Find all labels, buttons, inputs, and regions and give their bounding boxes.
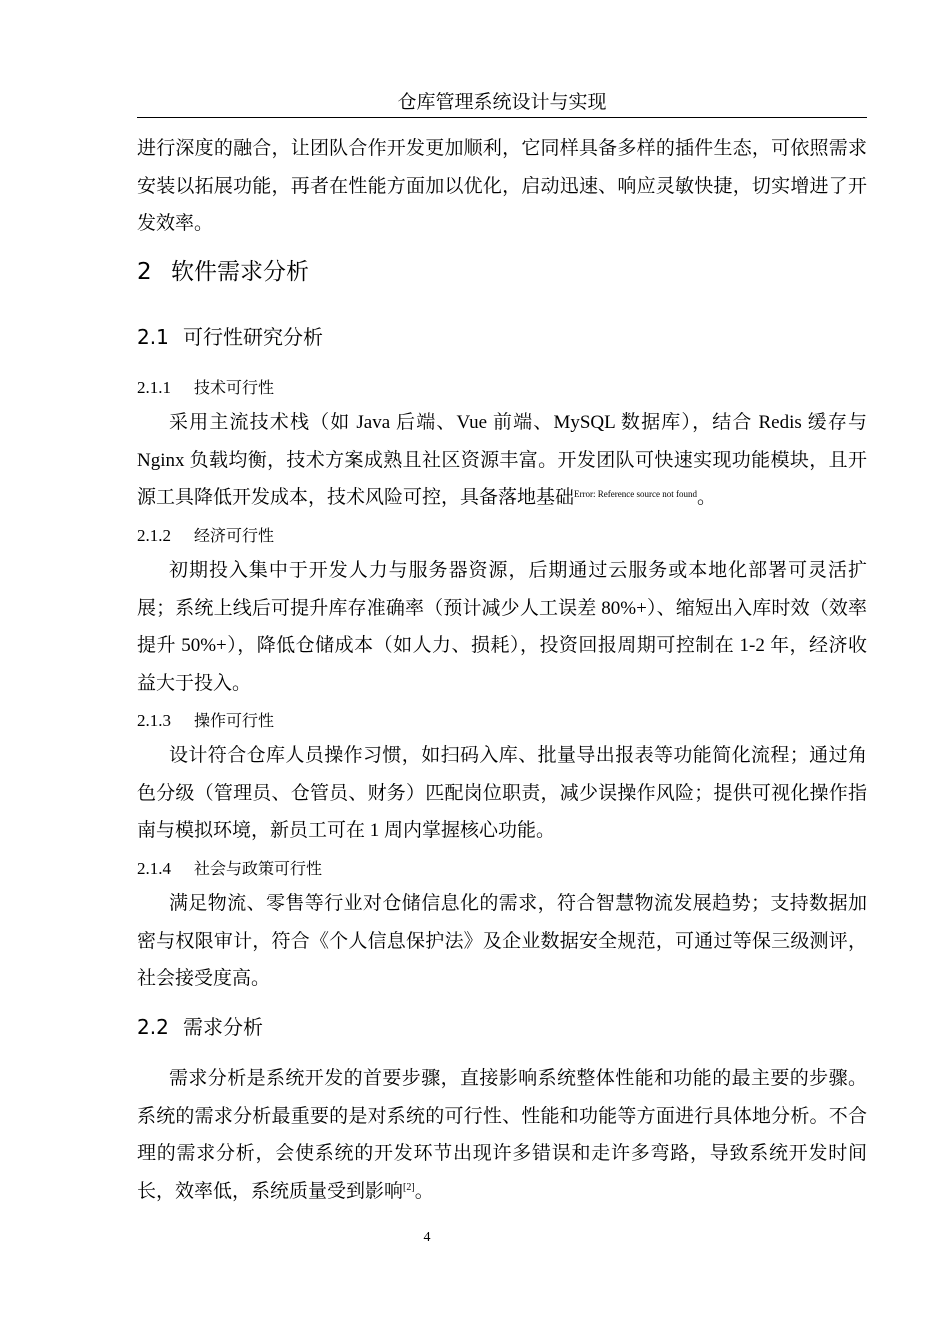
paragraph-social-feasibility: 满足物流、零售等行业对仓储信息化的需求，符合智慧物流发展趋势；支持数据加密与权限审计，符合《个人信息保护法》及企业数据安全规范，可通过等保三级测评，社会接受度高。: [137, 893, 867, 989]
citation: [2]: [403, 1181, 415, 1193]
paragraph-text: 需求分析是系统开发的首要步骤，直接影响系统整体性能和功能的最主要的步骤。系统的需求分析最重要的是对系统的可行性、性能和功能等方面进行具体地分析。不合理的需求分析，会使系统的开发环节出现许多错误和走许多弯路，导致系统开发时间长，效率低，系统质量受到影响: [137, 1068, 867, 1202]
section-number: 2.1.2: [137, 526, 171, 545]
paragraph-end: 。: [696, 487, 716, 508]
paragraph-text: 采用主流技术栈（如 Java 后端、Vue 前端、MySQL 数据库），结合 Redis 缓存与 Nginx 负载均衡，技术方案成熟且社区资源丰富。开发团队可快速实现功能模块，且开源工具降低开发成本，技术风险可控，具备落地基础: [137, 412, 867, 508]
running-header: 仓库管理系统设计与实现: [397, 92, 607, 113]
section-title: 操作可行性: [194, 711, 275, 730]
section-title: 需求分析: [183, 1015, 263, 1039]
section-number: 2.1.1: [137, 378, 171, 397]
section-number: 2.1.4: [137, 859, 171, 878]
page-number: 4: [423, 1230, 431, 1245]
section-title: 社会与政策可行性: [194, 859, 323, 878]
reference-error: Error: Reference source not found: [574, 489, 697, 499]
paragraph-requirement-analysis: [137, 1060, 867, 1210]
section-number: 2.1.3: [137, 711, 171, 730]
paragraph-economic-feasibility: 初期投入集中于开发人力与服务器资源，后期通过云服务或本地化部署可灵活扩展；系统上线后可提升库存准确率（预计减少人工误差 80%+）、缩短出入库时效（效率提升 50%+），降低仓储成本（如人力、损耗），投资回报周期可控制在 1-2 年，经济收益大于投入。: [137, 560, 867, 694]
section-title: 可行性研究分析: [183, 325, 323, 349]
section-heading-2-2: [137, 1013, 263, 1041]
section-heading-2-1-1: [137, 376, 274, 400]
section-heading-2-1-4: [137, 857, 322, 881]
section-heading-2: [137, 257, 309, 287]
paragraph-end: 。: [414, 1180, 434, 1202]
section-title: 软件需求分析: [171, 259, 309, 285]
header-rule: [137, 117, 867, 118]
intro-paragraph: 进行深度的融合，让团队合作开发更加顺利，它同样具备多样的插件生态，可依照需求安装以拓展功能，再者在性能方面加以优化，启动迅速、响应灵敏快捷，切实增进了开发效率。: [137, 138, 867, 234]
section-title: 技术可行性: [194, 378, 275, 397]
section-heading-2-1: [137, 323, 323, 351]
section-heading-2-1-3: [137, 709, 274, 733]
paragraph-operational-feasibility: 设计符合仓库人员操作习惯，如扫码入库、批量导出报表等功能简化流程；通过角色分级（管理员、仓管员、财务）匹配岗位职责，减少误操作风险；提供可视化操作指南与模拟环境，新员工可在 1 周内掌握核心功能。: [137, 745, 867, 841]
section-number: 2: [137, 259, 152, 285]
section-title: 经济可行性: [194, 526, 275, 545]
section-number: 2.2: [137, 1015, 169, 1039]
section-heading-2-1-2: [137, 524, 274, 548]
section-number: 2.1: [137, 325, 169, 349]
paragraph-technical-feasibility: [137, 404, 867, 517]
